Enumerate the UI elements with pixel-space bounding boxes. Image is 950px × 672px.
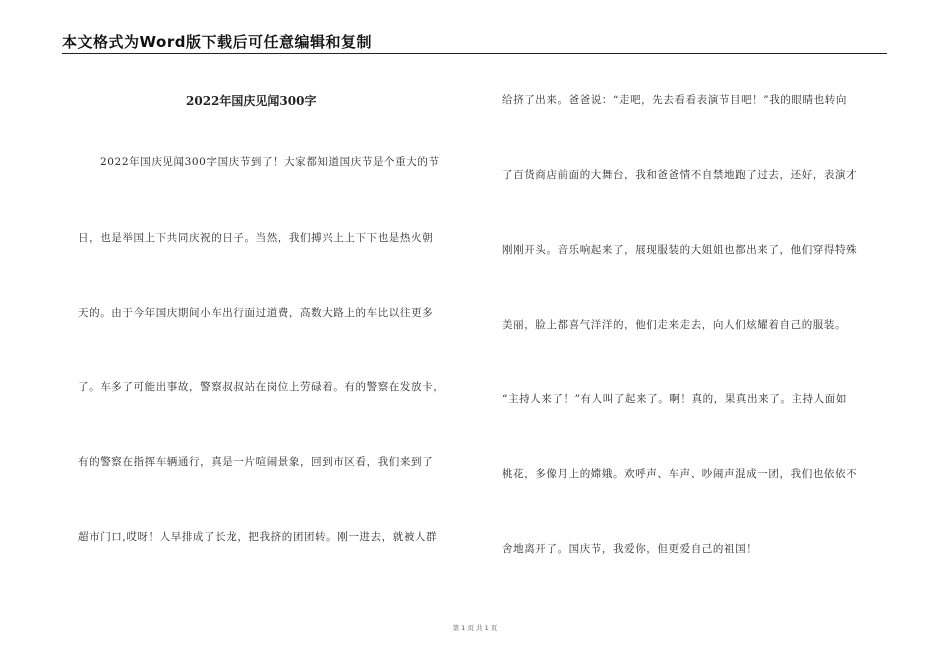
left-line-3: 天的。由于今年国庆期间小车出行面过道费，高数大路上的车比以往更多 (78, 307, 434, 319)
right-line-7: 舍地离开了。国庆节，我爱你，但更爱自己的祖国！ (502, 543, 758, 555)
document-title: 2022年国庆见闻300字 (186, 94, 317, 108)
header-divider (62, 53, 887, 54)
right-line-2: 了百货商店前面的大舞台，我和爸爸情不自禁地跑了过去，还好，表演才 (502, 169, 858, 181)
left-line-6: 超市门口,哎呀！人早排成了长龙，把我挤的团团转。刚一进去，就被人群 (78, 531, 438, 543)
right-line-4: 美丽，脸上都喜气洋洋的，他们走来走去，向人们炫耀着自己的服装。 (502, 319, 847, 331)
right-line-3: 刚刚开头。音乐响起来了，展现服装的大姐姐也都出来了，他们穿得特殊 (502, 244, 858, 256)
left-line-2: 日，也是举国上下共同庆祝的日子。当然，我们搏兴上上下下也是热火朝 (78, 232, 434, 244)
document-header-title: 本文格式为Word版下载后可任意编辑和复制 (62, 33, 372, 51)
left-line-4: 了。车多了可能出事故，警察叔叔站在岗位上劳碌着。有的警察在发放卡， (78, 381, 445, 393)
right-line-5: “主持人来了！”有人叫了起来了。啊！真的，果真出来了。主持人面如 (502, 393, 847, 405)
right-line-1: 给挤了出来。爸爸说：“走吧，先去看看表演节目吧！”我的眼睛也转向 (502, 94, 847, 106)
left-line-5: 有的警察在指挥车辆通行，真是一片喧闹景象，回到市区看，我们来到了 (78, 456, 434, 468)
left-line-1: 2022年国庆见闻300字国庆节到了！大家都知道国庆节是个重大的节 (100, 156, 440, 168)
right-line-6: 桃花，多像月上的嫦娥。欢呼声、车声、吵闹声混成一团，我们也依依不 (502, 468, 858, 480)
page-indicator: 第 1 页 共 1 页 (452, 624, 498, 632)
